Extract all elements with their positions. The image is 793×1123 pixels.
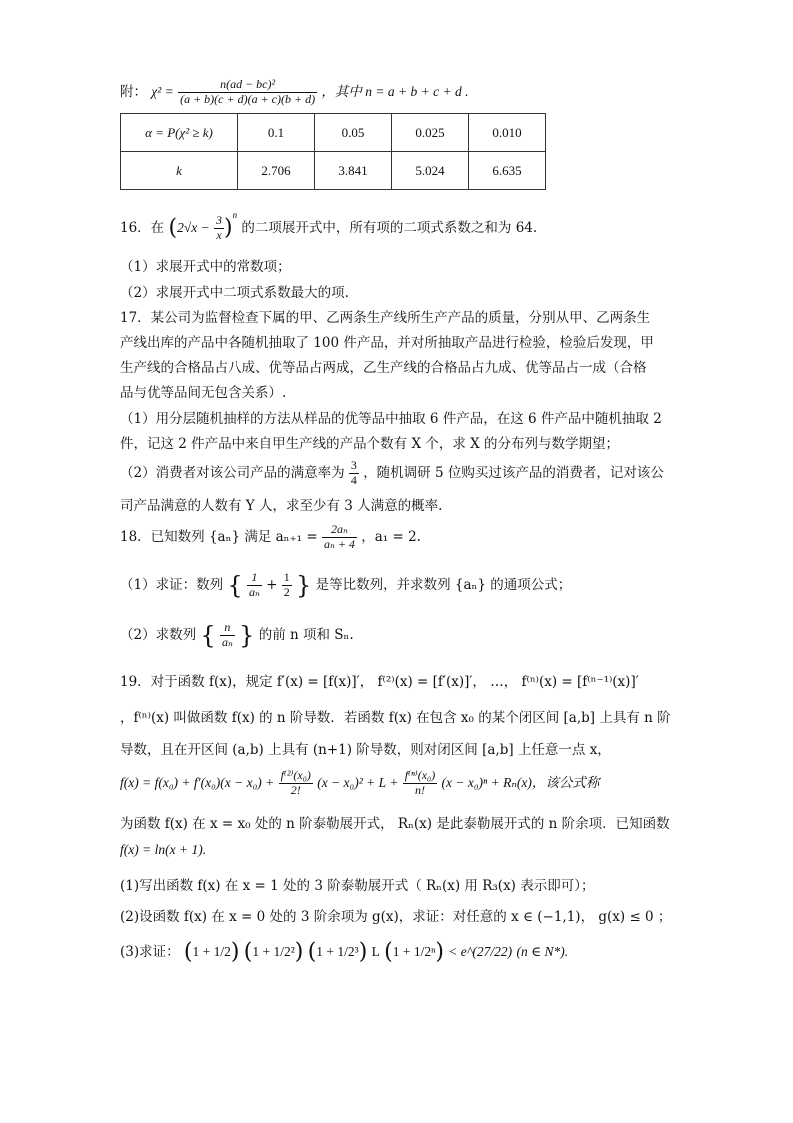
q18-part2-b: 的前 n 项和 Sₙ. — [258, 627, 354, 643]
q18-p1-frac2 — [282, 571, 292, 600]
left-paren: ( — [168, 215, 178, 241]
chi-square-where: ，其中 n = a + b + c + d . — [321, 84, 469, 99]
table-cell: 0.025 — [392, 114, 469, 152]
q17-line-3: 生产线的合格品占八成、优等品占两成，乙生产线的合格品占九成、优等品占一成（合格 — [120, 360, 647, 376]
right-paren: ) — [294, 939, 304, 965]
q19-part1: (1)写出函数 f(x) 在 x = 1 处的 3 阶泰勒展开式（ Rₙ(x) 用 R₃(x) 表示即可）； — [120, 878, 595, 894]
product-rhs: < e^(27/22) — [448, 944, 513, 959]
q18-frac-den: aₙ + 4 — [323, 537, 355, 551]
q18-p2-f-num: n — [220, 621, 235, 636]
q16-part1: （1）求展开式中的常数项； — [120, 259, 291, 275]
q16-rest: 的二项展开式中，所有项的二项式系数之和为 64. — [241, 220, 538, 236]
taylor-frac2 — [403, 769, 438, 798]
q17-part1-a: （1）用分层随机抽样的方法从样品的优等品中抽取 6 件产品，在这 6 件产品中随机抽取 2 — [120, 411, 662, 427]
q18-p1-f1-den: aₙ — [248, 585, 260, 599]
q17-line-1: 17．某公司为监督检查下属的甲、乙两条生产线所生产产品的质量，分别从甲、乙两条生 — [120, 310, 651, 326]
q17-part2-b: ，随机调研 5 位购买过该产品的消费者，记对该公 — [363, 465, 664, 481]
left-paren: ( — [384, 939, 393, 965]
q18-part1 — [120, 563, 571, 607]
q19-line-5: 为函数 f(x) 在 x = x₀ 处的 n 阶泰勒展开式， Rₙ(x) 是此泰勒展开式的 n 阶余项．已知函数 — [120, 816, 670, 832]
q19-part3 — [120, 930, 568, 974]
q16-stem — [120, 208, 537, 248]
chi-square-numerator: n(ad − bc)² — [178, 78, 317, 93]
q17-part2-line — [120, 454, 664, 492]
q18-frac-num: 2aₙ — [322, 523, 357, 538]
q18-p2-frac — [220, 621, 235, 650]
table-cell: 2.706 — [238, 152, 315, 190]
taylor-f1-den: 2! — [290, 783, 301, 797]
q16-exponent: n — [232, 210, 238, 220]
q16-frac-num: 3 — [216, 213, 223, 228]
q17-line-2: 产线出库的产品中各随机抽取了 100 件产品，并对所抽取产品进行检验，检验后发现，甲 — [120, 335, 654, 351]
table-cell: k — [121, 152, 238, 190]
q19-taylor-formula — [120, 762, 599, 804]
q18-fraction — [322, 523, 357, 552]
q19-line-2: ，f⁽ⁿ⁾(x) 叫做函数 f(x) 的 n 阶导数．若函数 f(x) 在包含 x₀ 的某个闭区间 [a,b] 上具有 n 阶 — [120, 710, 671, 726]
q19-line-1: 19．对于函数 f(x)，规定 f′(x) = [f(x)]′， f⁽²⁾(x) = [f′(x)]′， …， f⁽ⁿ⁾(x) = [f⁽ⁿ⁻¹⁾(x)]′ — [120, 674, 639, 690]
table-cell: α = P(χ² ≥ k) — [121, 114, 238, 152]
q18-p1-f1-num: 1 — [247, 571, 262, 586]
q17-part1-b: 件，记这 2 件产品中来自甲生产线的产品个数有 X 个，求 X 的分布列与数学期望； — [120, 436, 620, 452]
chi-square-fraction — [178, 78, 317, 107]
right-paren: ) — [435, 939, 444, 965]
left-paren: ( — [183, 939, 193, 965]
q18-p1-f2-den: 2 — [283, 585, 290, 599]
q18-plus: + — [266, 577, 278, 593]
q19-line-3: 导数，且在开区间 (a,b) 上具有 (n+1) 阶导数，则对闭区间 [a,b] 上任意一点 x， — [120, 742, 611, 758]
table-row — [121, 114, 546, 152]
q18-part2-a: （2）求数列 — [120, 627, 197, 643]
q17-fraction — [349, 459, 359, 488]
q17-part2-a: （2）消费者对该公司产品的满意率为 — [120, 465, 345, 481]
product-term: 1 + 1/2 — [192, 944, 231, 959]
table-cell: 0.010 — [469, 114, 546, 152]
q16-frac-den: x — [216, 228, 222, 242]
taylor-f1-num: f⁽²⁾(x₀) — [280, 768, 311, 783]
chi-square-denominator: (a + b)(c + d)(a + c)(b + d) — [180, 92, 316, 106]
right-paren: ) — [358, 939, 368, 965]
q16-number: 16．在 — [120, 220, 165, 236]
table-cell: 0.05 — [315, 114, 392, 152]
q17-frac-num: 3 — [350, 458, 357, 473]
taylor-c: (x − x₀)ⁿ + Rₙ(x)，该公式称 — [441, 775, 600, 790]
taylor-f2-num: f⁽ⁿ⁾(x₀) — [404, 768, 436, 783]
q17-frac-den: 4 — [350, 473, 357, 487]
q18-part1-a: （1）求证：数列 — [120, 577, 224, 593]
chi-square-table — [120, 113, 546, 190]
taylor-a: f(x) = f(x₀) + f′(x₀)(x − x₀) + — [120, 775, 275, 790]
q16-fraction — [214, 214, 224, 243]
appendix-label: 附： — [120, 84, 147, 100]
table-row — [121, 152, 546, 190]
product-term: 1 + 1/2² — [252, 944, 295, 959]
product-term: 1 + 1/2³ — [316, 944, 359, 959]
taylor-b: (x − x₀)² + L + — [317, 775, 399, 790]
q19-part3-a: (3)求证： — [120, 944, 180, 960]
left-brace: { — [227, 571, 243, 600]
left-paren: ( — [307, 939, 317, 965]
chi-square-lhs: χ² = — [151, 84, 174, 99]
right-paren: ) — [224, 215, 233, 241]
q18-b: ，a₁ = 2. — [361, 529, 421, 545]
table-cell: 5.024 — [392, 152, 469, 190]
table-cell: 6.635 — [469, 152, 546, 190]
taylor-f2-den: n! — [414, 783, 425, 797]
q18-p1-frac1 — [247, 571, 262, 600]
q17-line-4: 品与优等品间无包含关系）. — [120, 385, 287, 401]
q18-p1-f2-num: 1 — [283, 570, 290, 585]
q17-part2-c: 司产品满意的人数有 Y 人，求至少有 3 人满意的概率. — [120, 498, 443, 514]
q19-line-6: f(x) = ln(x + 1). — [120, 842, 207, 857]
appendix-line — [120, 74, 468, 110]
product-ellipsis: L — [371, 944, 380, 959]
left-brace: { — [200, 621, 216, 650]
right-brace: } — [296, 571, 312, 600]
q18-part2 — [120, 613, 354, 657]
q18-stem — [120, 518, 421, 556]
product-condition: (n ∈ N*). — [516, 944, 569, 959]
q18-p2-f-den: aₙ — [221, 635, 233, 649]
right-brace: } — [239, 621, 255, 650]
q18-a: 18．已知数列 {aₙ} 满足 aₙ₊₁ = — [120, 529, 318, 545]
q16-part2: （2）求展开式中二项式系数最大的项. — [120, 285, 349, 301]
product-last-term: 1 + 1/2ⁿ — [392, 944, 436, 959]
left-paren: ( — [243, 939, 253, 965]
table-cell: 3.841 — [315, 152, 392, 190]
right-paren: ) — [230, 939, 240, 965]
q18-part1-b: 是等比数列，并求数列 {aₙ} 的通项公式； — [315, 577, 572, 593]
table-cell: 0.1 — [238, 114, 315, 152]
q16-expr: 2√x − — [177, 220, 210, 235]
q19-part2: (2)设函数 f(x) 在 x = 0 处的 3 阶余项为 g(x)，求证：对任意的 x ∈ (−1,1)， g(x) ≤ 0 ； — [120, 909, 672, 925]
taylor-frac1 — [279, 769, 313, 798]
